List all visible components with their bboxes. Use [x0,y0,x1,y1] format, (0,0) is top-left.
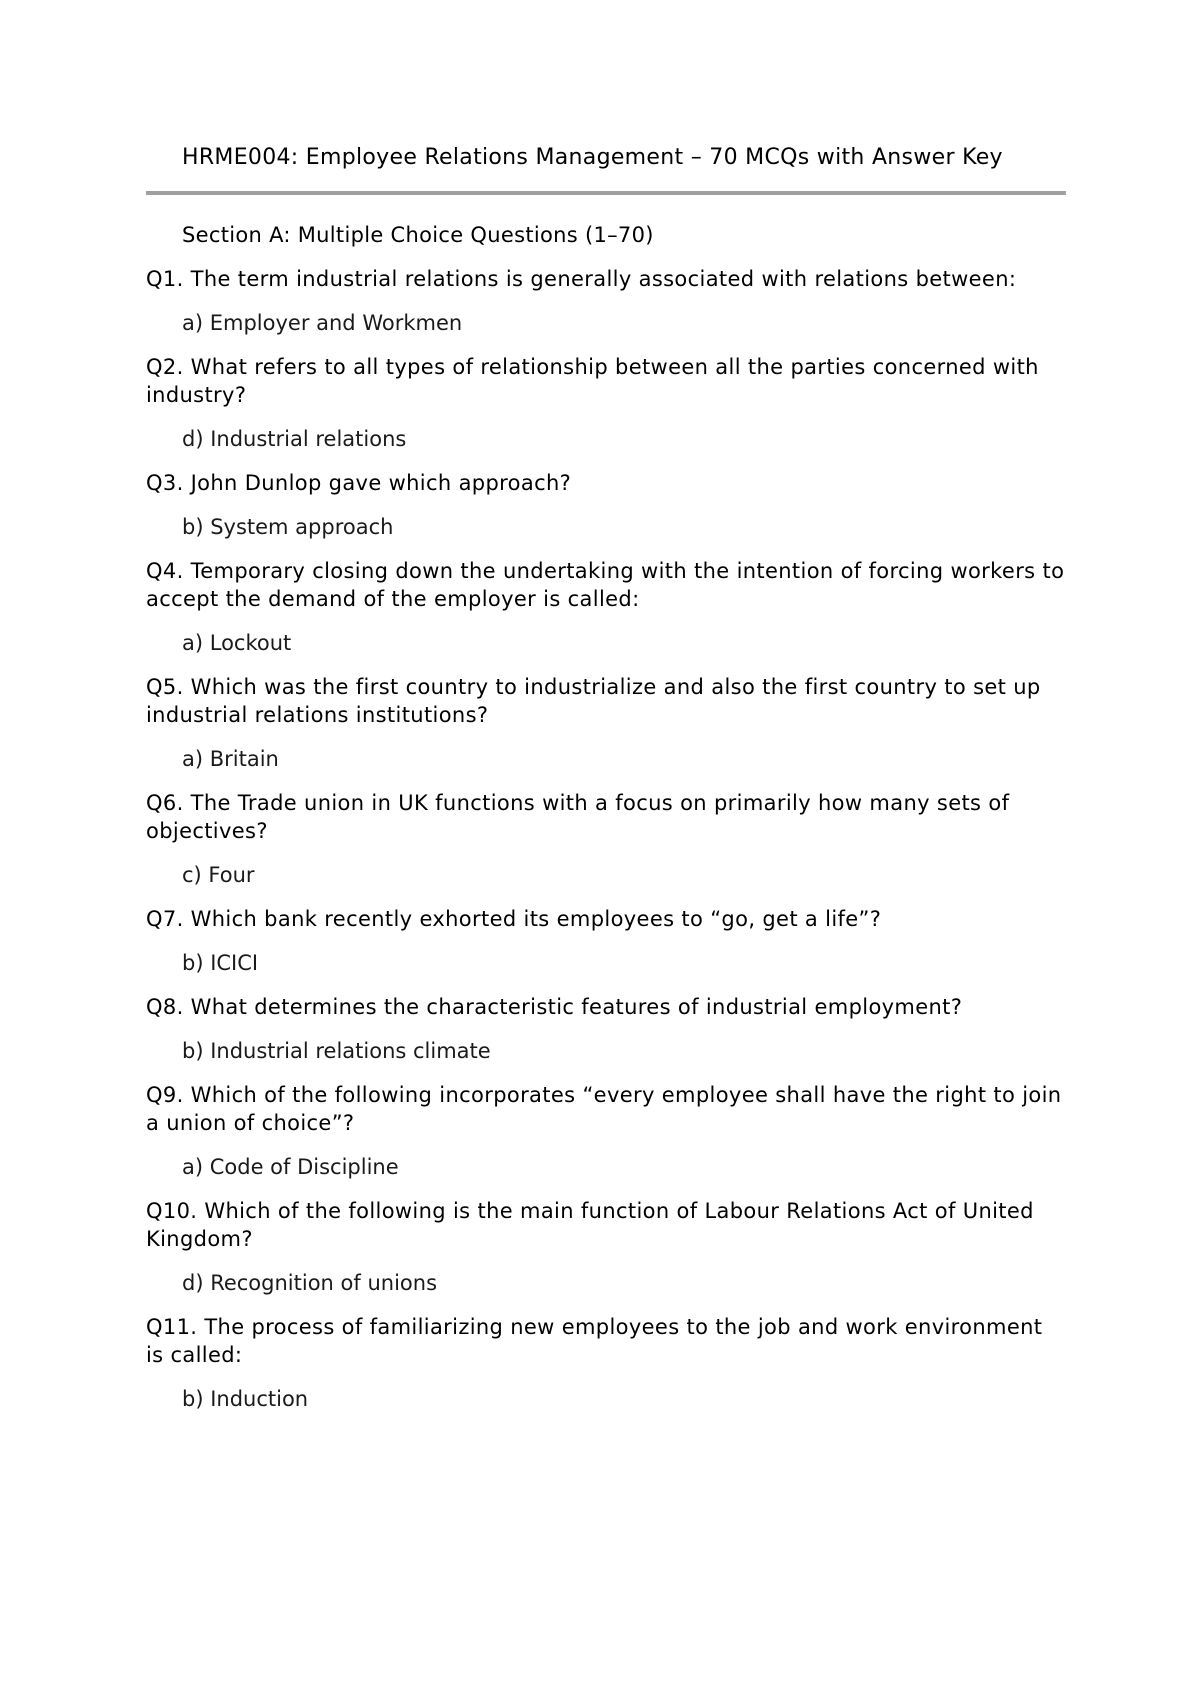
answer-text: a) Code of Discipline [182,1155,399,1179]
question-text: Q6. The Trade union in UK functions with a focus on primarily how many sets of objectives? [146,791,1010,843]
question-item-1 [146,265,1066,337]
answer-text: b) Industrial relations climate [182,1039,491,1063]
answer-text: b) ICICI [182,951,259,975]
answer-text: d) Industrial relations [182,427,407,451]
answer-text: a) Employer and Workmen [182,311,463,335]
question-text: Q5. Which was the first country to industrialize and also the first country to set up industrial relations institutions? [146,675,1041,727]
answer-text: c) Four [182,863,255,887]
question-item-2 [146,353,1066,453]
question-item-11 [146,1313,1066,1413]
question-item-4 [146,557,1066,657]
question-text: Q10. Which of the following is the main function of Labour Relations Act of United Kingdom? [146,1199,1034,1251]
answer-text: d) Recognition of unions [182,1271,438,1295]
question-text: Q4. Temporary closing down the undertaking with the intention of forcing workers to accept the demand of the employer is called: [146,559,1065,611]
answer-text: b) System approach [182,515,394,539]
question-item-10 [146,1197,1066,1297]
question-text: Q7. Which bank recently exhorted its employees to “go, get a life”? [146,907,882,931]
question-item-9 [146,1081,1066,1181]
answer-text: a) Britain [182,747,279,771]
document-page [146,144,1066,1413]
answer-text: a) Lockout [182,631,292,655]
answer-text: b) Induction [182,1387,309,1411]
question-text: Q8. What determines the characteristic features of industrial employment? [146,995,963,1019]
section-heading: Section A: Multiple Choice Questions (1–70) [182,223,654,247]
question-text: Q11. The process of familiarizing new employees to the job and work environment is called: [146,1315,1043,1367]
question-text: Q2. What refers to all types of relationship between all the parties concerned with industry? [146,355,1039,407]
question-text: Q9. Which of the following incorporates “every employee shall have the right to join a union of choice”? [146,1083,1062,1135]
document-title: HRME004: Employee Relations Management – 70 MCQs with Answer Key [182,145,1003,170]
title-divider [146,191,1066,195]
question-item-8 [146,993,1066,1065]
question-item-6 [146,789,1066,889]
question-item-5 [146,673,1066,773]
question-item-3 [146,469,1066,541]
question-text: Q3. John Dunlop gave which approach? [146,471,572,495]
question-item-7 [146,905,1066,977]
question-text: Q1. The term industrial relations is generally associated with relations between: [146,267,1017,291]
